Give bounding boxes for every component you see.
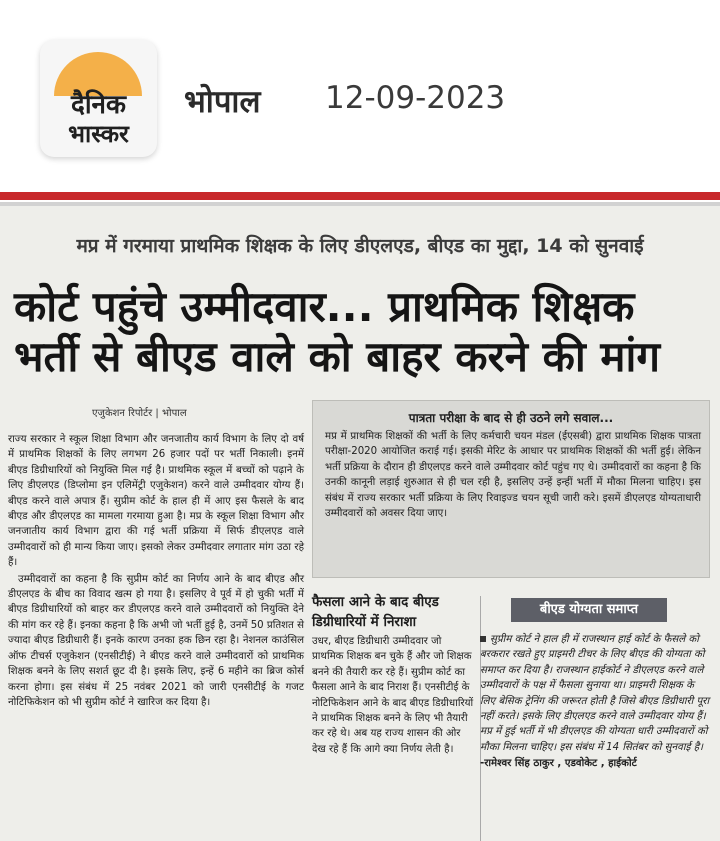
news-clipping[interactable] [0, 206, 720, 841]
headline-line-1: कोर्ट पहुंचे उम्मीदवार... प्राथमिक शिक्षक [14, 282, 635, 331]
edition-date: 12-09-2023 [325, 80, 506, 116]
logo-text-line2: भास्कर [68, 120, 129, 148]
article-byline: एजुकेशन रिपोर्टर | भोपाल [92, 408, 187, 419]
edition-city: भोपाल [184, 84, 261, 120]
column-2-heading: फैसला आने के बाद बीएड डिग्रीधारियों में निराशा [312, 594, 439, 630]
sidebar-box-title: पात्रता परीक्षा के बाद से ही उठने लगे सवाल... [408, 411, 614, 425]
bullet-icon [480, 636, 486, 642]
column-3 [480, 632, 712, 772]
dainik-bhaskar-logo[interactable] [40, 40, 157, 157]
logo-text-line1: दैनिक [71, 90, 126, 120]
sidebar-box-body: मप्र में प्राथमिक शिक्षकों की भर्ती के लिए कर्मचारी चयन मंडल (ईएसबी) द्वारा प्राथमिक शिक्षक पात्रता परीक्षा-2020 आयोजित कराई गई। इसकी मेरिट के आधार पर प्राथमिक शिक्षकों की भर्ती हुई। लेकिन भर्ती प्रक्रिया के दौरान ही डीएलएड करने वाले उम्मीदवार कोर्ट पहुंच गए थे। उम्मीदवारों का कहना है कि उनकी कानूनी लड़ाई शुरुआत से ही चल रही है, इसलिए उन्हें इन्हीं भर्ती में मौका मिलना चाहिए। इस संबंध में राज्य सरकार भर्ती प्रक्रिया के लिए रिवाइज्ड चयन सूची जारी करे। इसमें डीएलएड योग्यताधारी उम्मीदवारों को अवसर दिया जाए। [325, 431, 701, 520]
column-1-paragraph: राज्य सरकार ने स्कूल शिक्षा विभाग और जनजातीय कार्य विभाग के लिए दो वर्ष में प्राथमिक शिक्षकों के लिए लगभग 26 हजार पदों पर भर्ती निकाली। इनमें बीएड डिग्रीधारियों को नियुक्ति मिल गई है। प्राथमिक स्कूल में बच्चों को पढ़ाने के लिए डीएलएड (डिप्लोमा इन एलिमेंट्री एजुकेशन) करने वाले उम्मीदवार योग्य हैं। बीएड करने वाले अपात्र हैं। सुप्रीम कोर्ट के हाल ही में आए इस फैसले के बाद बीएड और डीएलएड का मामला गरमाया हुआ है। मप्र के स्कूल शिक्षा विभाग और जनजातीय कार्य विभाग द्वारा की गई भर्ती प्रक्रिया में सिर्फ डीएलएड वाले उम्मीदवारों को ही मान्य किया जाए। इसको लेकर उम्मीदवार लगातार मांग उठा रहे हैं। [8, 434, 304, 569]
column-1-paragraph: उम्मीदवारों का कहना है कि सुप्रीम कोर्ट का निर्णय आने के बाद बीएड और डीएलएड के बीच का विवाद खत्म हो गया है। इसलिए वे पूर्व में हो चुकी भर्ती में बीएड डिग्रीधारियों को बाहर कर डीएलएड करने वाले उम्मीदवारों को नियुक्ति देने की मांग कर रहे हैं। इनका कहना है कि अभी जो भर्ती हुई है, उनमें 50 प्रतिशत से ज्यादा बीएड डिग्रीधारी हैं। इनके कारण उनका हक छिन रहा है। नेशनल काउंसिल ऑफ टीचर्स एजुकेशन (एनसीटीई) ने बीएड करने वाले उम्मीदवारों को प्राथमिक शिक्षक बनने के लिए सशर्त छूट दी है। इसके लिए, इन्हें 6 महीने का ब्रिज कोर्स करना होगा। इस संबंध में 25 नवंबर 2021 को जारी एनसीटीई के गजट नोटिफिकेशन को भी सुप्रीम कोर्ट ने खारिज कर दिया है। [8, 573, 304, 708]
sidebar-box [312, 400, 710, 578]
article-kicker: मप्र में गरमाया प्राथमिक शिक्षक के लिए डीएलएड, बीएड का मुद्दा, 14 को सुनवाई [76, 235, 644, 257]
column-3-signature: -रामेश्वर सिंह ठाकुर , एडवोकेट , हाईकोर्ट [480, 758, 637, 770]
app-header [0, 0, 720, 190]
headline-line-2: भर्ती से बीएड वाले को बाहर करने की मांग [14, 332, 660, 381]
column-3-body: सुप्रीम कोर्ट ने हाल ही में राजस्थान हाई कोर्ट के फैसले को बरकरार रखते हुए प्राइमरी टीचर के लिए बीएड की योग्यता को समाप्त कर दिया है। राजस्थान हाईकोर्ट ने डीएलएड करने वाले उम्मीदवारों के पक्ष में फैसला सुनाया था। प्राइमरी शिक्षक के लिए बेसिक ट्रेनिंग की जरूरत होती है जिसे बीएड डिग्रीधारी पूरा नहीं करते। इसके लिए डीएलएड करने वाले उम्मीदवार योग्य हैं। मप्र में हुई भर्ती में भी डीएलएड की योग्यता धारी उम्मीदवारों को मौका मिलना चाहिए। इस संबंध में 14 सितंबर को सुनवाई है। [480, 634, 710, 753]
header-divider-red [0, 192, 720, 200]
article-column-1 [8, 432, 304, 711]
article-headline [14, 282, 714, 382]
column-3-tag: बीएड योग्यता समाप्त [511, 598, 667, 622]
column-2-body: उधर, बीएड डिग्रीधारी उम्मीदवार जो प्राथमिक शिक्षक बन चुके हैं और जो शिक्षक बनने की तैयारी कर रहे हैं। सुप्रीम कोर्ट का फैसला आने के बाद निराश हैं। एनसीटीई के नोटिफिकेशन आने के बाद बीएड डिग्रीधारियों ने प्राथमिक शिक्षक बनने के लिए भी तैयारी कर रहे थे। अब यह राज्य शासन की ओर देख रहे हैं कि आगे क्या निर्णय लेती है। [312, 636, 474, 755]
